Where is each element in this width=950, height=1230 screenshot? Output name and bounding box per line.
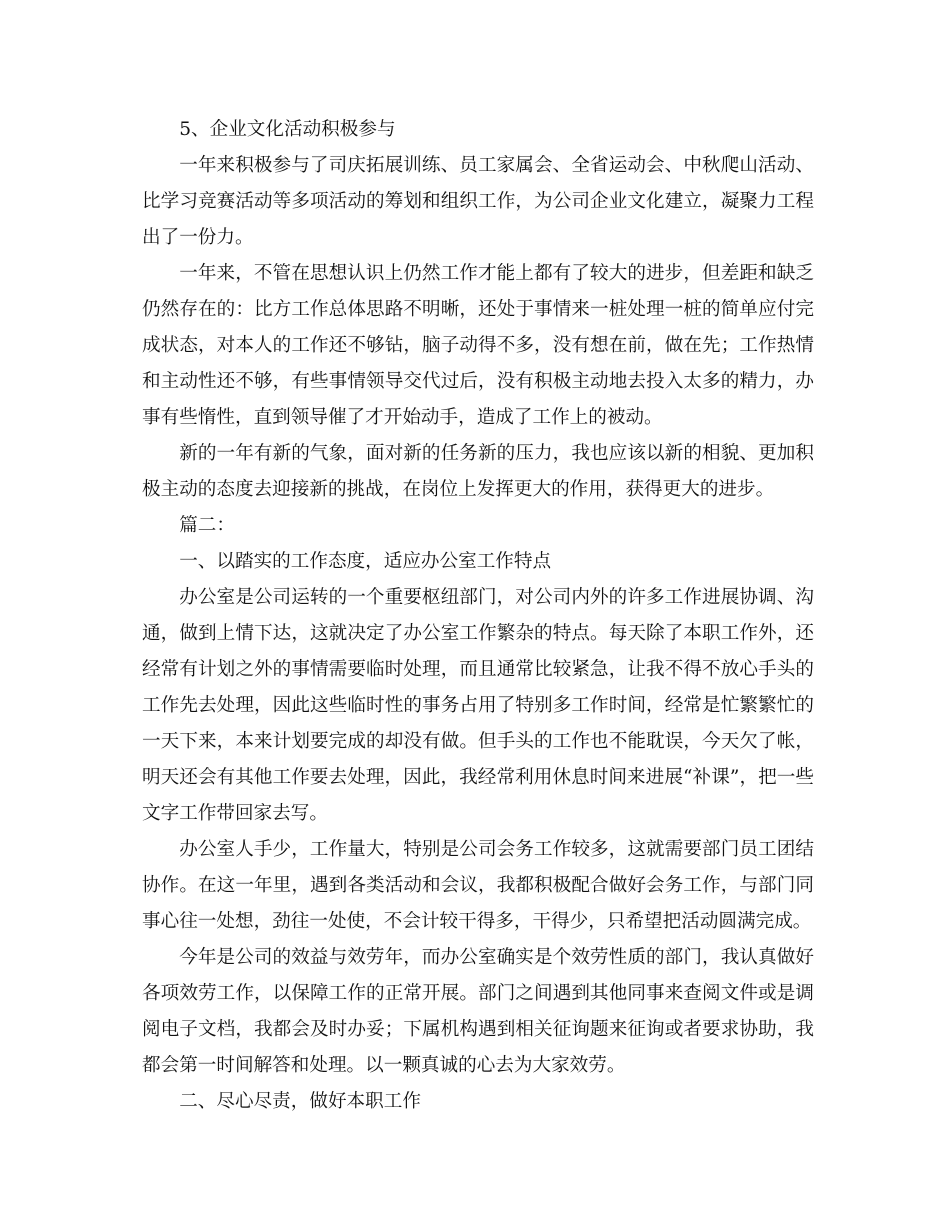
paragraph: 办公室人手少，工作量大，特别是公司会务工作较多，这就需要部门员工团结协作。在这一年里，遇到各类活动和会议，我都积极配合做好会务工作，与部门同事心往一处想，劲往一处使，不会计较干得多，干得少，只希望把活动圆满完成。 [142, 839, 814, 932]
section-heading: 一、以踏实的工作态度，适应办公室工作特点 [179, 551, 552, 572]
paragraph: 一年来，不管在思想认识上仍然工作才能上都有了较大的进步，但差距和缺乏仍然存在的：比方工作总体思路不明晰，还处于事情来一桩处理一桩的简单应付完成状态，对本人的工作还不够钻，脑子动得不多，没有想在前，做在先；工作热情和主动性还不够，有些事情领导交代过后，没有积极主动地去投入太多的精力，办事有些惰性，直到领导催了才开始动手，造成了工作上的被动。 [142, 263, 814, 428]
paragraph: 新的一年有新的气象，面对新的任务新的压力，我也应该以新的相貌、更加积极主动的态度去迎接新的挑战，在岗位上发挥更大的作用，获得更大的进步。 [142, 443, 814, 500]
paragraph: 今年是公司的效益与效劳年，而办公室确实是个效劳性质的部门，我认真做好各项效劳工作，以保障工作的正常开展。部门之间遇到其他同事来查阅文件或是调阅电子文档，我都会及时办妥；下属机构遇到相关征询题来征询或者要求协助，我都会第一时间解答和处理。以一颗真诚的心去为大家效劳。 [142, 947, 814, 1076]
section-heading: 5、企业文化活动积极参与 [179, 119, 396, 140]
document-body [142, 112, 814, 1120]
paragraph: 一年来积极参与了司庆拓展训练、员工家属会、全省运动会、中秋爬山活动、比学习竞赛活动等多项活动的筹划和组织工作，为公司企业文化建立，凝聚力工程出了一份力。 [142, 155, 814, 248]
section-heading: 二、尽心尽责，做好本职工作 [179, 1091, 421, 1112]
paragraph: 办公室是公司运转的一个重要枢纽部门，对公司内外的许多工作进展协调、沟通，做到上情下达，这就决定了办公室工作繁杂的特点。每天除了本职工作外，还经常有计划之外的事情需要临时处理，而且通常比较紧急，让我不得不放心手头的工作先去处理，因此这些临时性的事务占用了特别多工作时间，经常是忙繁繁忙的一天下来，本来计划要完成的却没有做。但手头的工作也不能耽误，今天欠了帐，明天还会有其他工作要去处理，因此，我经常利用休息时间来进展“补课”，把一些文字工作带回家去写。 [142, 587, 814, 824]
part-heading: 篇二： [179, 515, 235, 536]
